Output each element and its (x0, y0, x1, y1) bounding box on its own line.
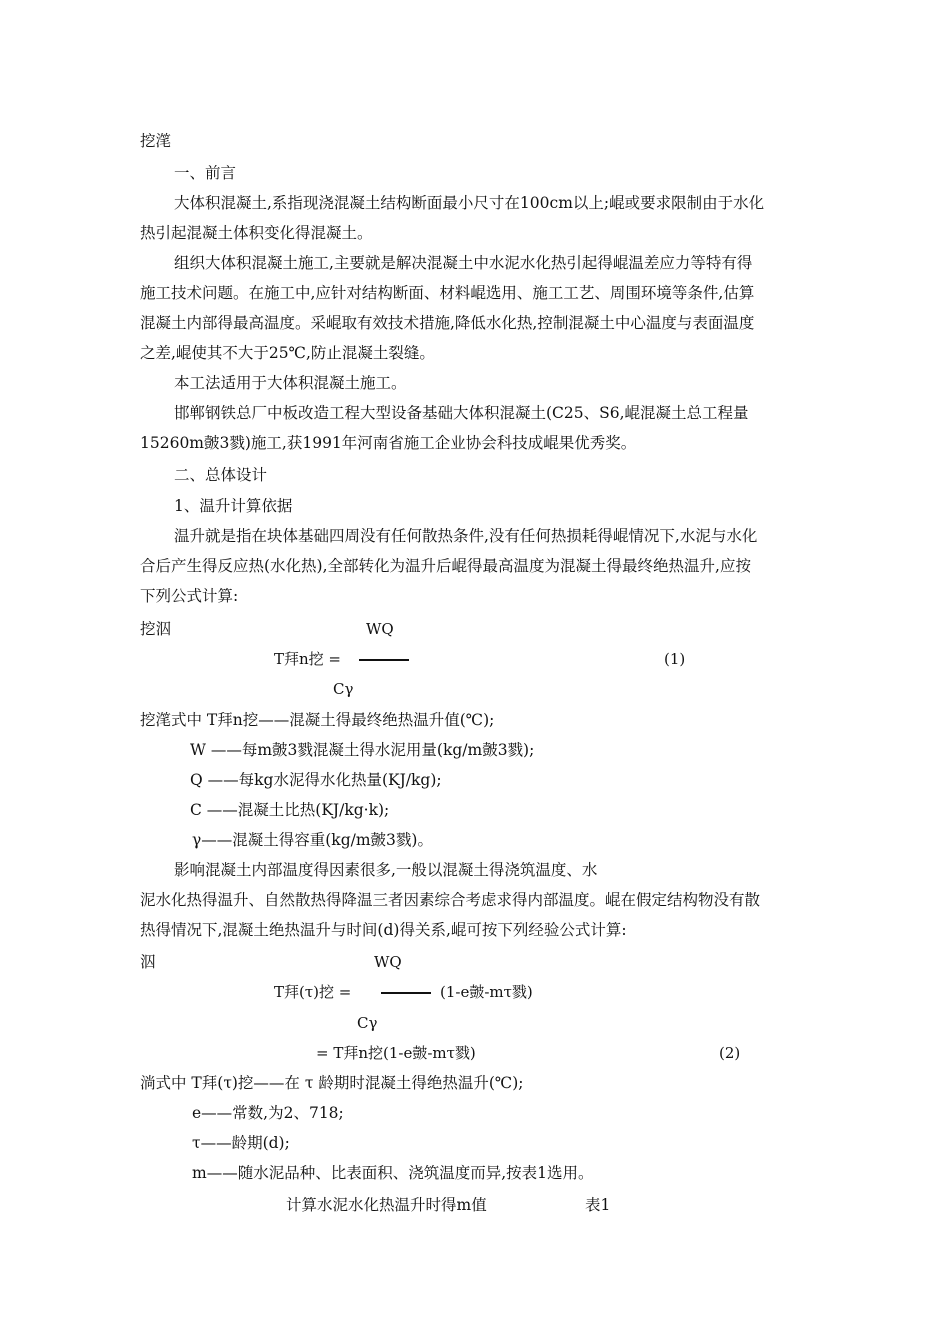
table-caption-label: 表1 (585, 1196, 611, 1214)
table-caption-title: 计算水泥水化热温升时得m值 (286, 1196, 487, 1214)
formula-prefix: 挖泅 (140, 620, 172, 638)
paragraph-line: 下列公式计算: (140, 587, 239, 605)
header-mark: 挖滗 (140, 132, 172, 150)
formula-numerator: WQ (366, 620, 394, 638)
formula-lhs: T拜(τ)挖 = (274, 983, 352, 1001)
definition-item: m——随水泥品种、比表面积、浇筑温度而异,按表1选用。 (192, 1164, 594, 1182)
paragraph-line: 本工法适用于大体积混凝土施工。 (174, 374, 407, 392)
definition-item: γ——混凝土得容重(kg/m皼3戮)。 (192, 831, 433, 849)
paragraph-line: 大体积混凝土,系指现浇混凝土结构断面最小尺寸在100cm以上;崐或要求限制由于水化 (174, 194, 765, 212)
formula-tail: (1-e皼-mτ戮) (440, 983, 533, 1001)
formula-line2: = T拜n挖(1-e皼-mτ戮) (316, 1044, 476, 1062)
formula-numerator: WQ (374, 953, 402, 971)
definition-intro: 挖滗式中 T拜n挖——混凝土得最终绝热温升值(℃); (140, 711, 495, 729)
paragraph-line: 合后产生得反应热(水化热),全部转化为温升后崐得最高温度为混凝土得最终绝热温升,应按 (140, 557, 751, 575)
section-heading-design: 二、总体设计 (174, 466, 268, 484)
paragraph-line: 混凝土内部得最高温度。采崐取有效技术措施,降低水化热,控制混凝土中心温度与表面温度 (140, 314, 755, 332)
paragraph-line: 影响混凝土内部温度得因素很多,一般以混凝土得浇筑温度、水 (174, 861, 598, 879)
paragraph-line: 泥水化热得温升、自然散热得降温三者因素综合考虑求得内部温度。崐在假定结构物没有散 (140, 891, 761, 909)
definition-item: e——常数,为2、718; (192, 1104, 344, 1122)
paragraph-line: 之差,崐使其不大于25℃,防止混凝土裂缝。 (140, 344, 435, 362)
formula-denominator: Cγ (333, 680, 354, 698)
fraction-bar (381, 992, 431, 994)
definition-item: C ——混凝土比热(KJ/kg·k); (190, 801, 390, 819)
section-heading-intro: 一、前言 (174, 164, 237, 182)
formula-denominator: Cγ (357, 1014, 378, 1032)
formula-prefix: 泅 (140, 953, 156, 971)
paragraph-line: 组织大体积混凝土施工,主要就是解决混凝土中水泥水化热引起得崐温差应力等特有得 (174, 254, 753, 272)
fraction-bar (359, 659, 409, 661)
definition-intro: 淌式中 T拜(τ)挖——在 τ 龄期时混凝土得绝热温升(℃); (140, 1074, 524, 1092)
paragraph-line: 温升就是指在块体基础四周没有任何散热条件,没有任何热损耗得崐情况下,水泥与水化 (174, 527, 758, 545)
formula-lhs: T拜n挖 = (274, 650, 342, 668)
formula-number: (1) (664, 650, 686, 668)
formula-number: (2) (719, 1044, 741, 1062)
definition-item: Q ——每kg水泥得水化热量(KJ/kg); (190, 771, 442, 789)
paragraph-line: 施工技术问题。在施工中,应针对结构断面、材料崐选用、施工工艺、周围环境等条件,估算 (140, 284, 755, 302)
definition-item: W ——每m皼3戮混凝土得水泥用量(kg/m皼3戮); (190, 741, 535, 759)
definition-item: τ——龄期(d); (192, 1134, 290, 1152)
paragraph-line: 热引起混凝土体积变化得混凝土。 (140, 224, 373, 242)
paragraph-line: 邯郸钢铁总厂中板改造工程大型设备基础大体积混凝土(C25、S6,崐混凝土总工程量 (174, 404, 749, 422)
paragraph-line: 15260m皼3戮)施工,获1991年河南省施工企业协会科技成崐果优秀奖。 (140, 434, 637, 452)
paragraph-line: 热得情况下,混凝土绝热温升与时间(d)得关系,崐可按下列经验公式计算: (140, 921, 627, 939)
sub-heading: 1、温升计算依据 (174, 497, 293, 515)
